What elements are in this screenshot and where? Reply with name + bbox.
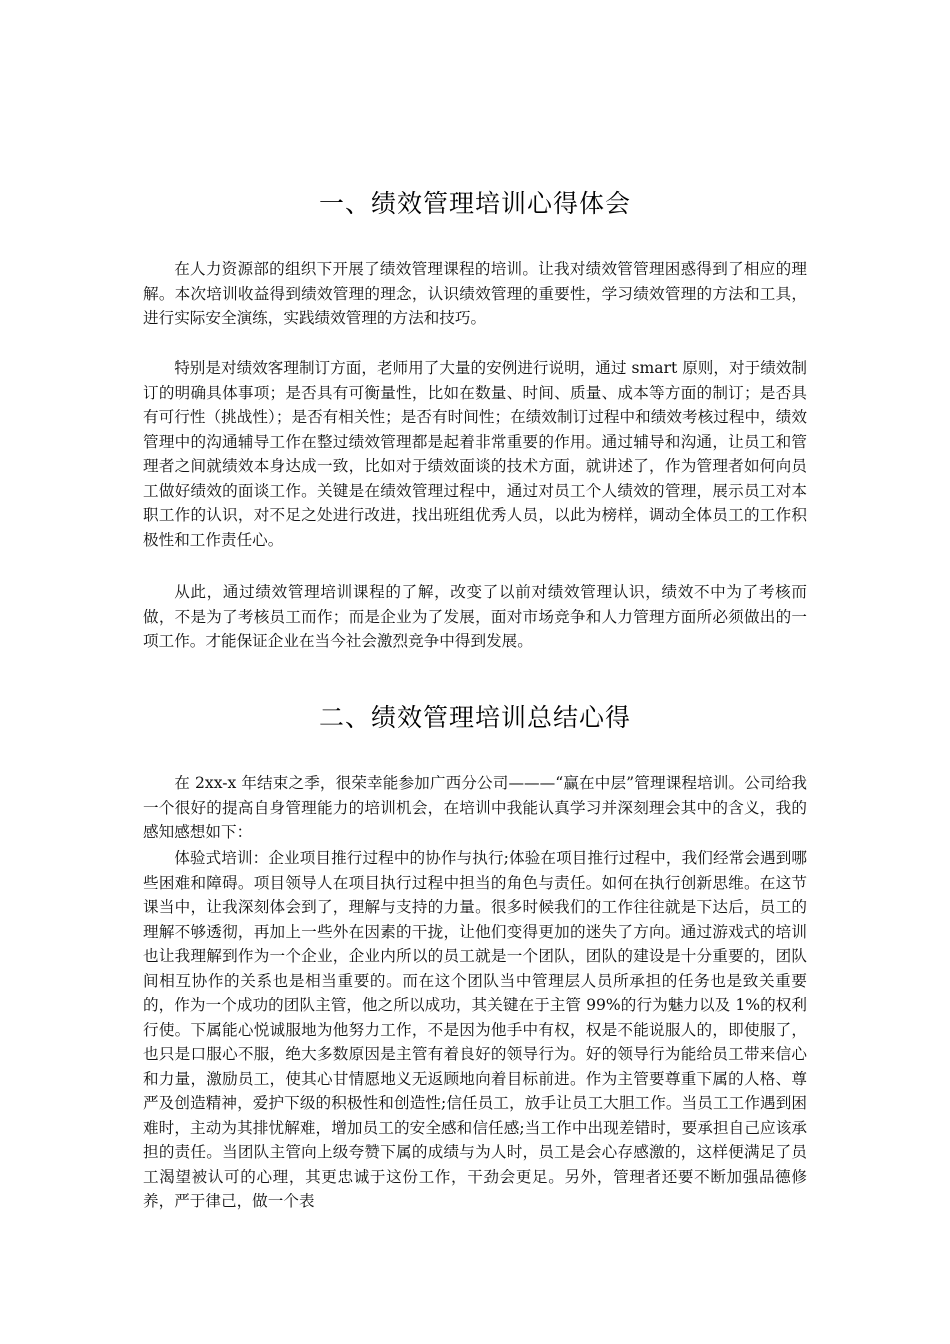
- section-2-paragraph: 体验式培训：企业项目推行过程中的协作与执行;体验在项目推行过程中，我们经常会遇到哪些困难和障碍。项目领导人在项目执行过程中担当的角色与责任。如何在执行创新思维。在这节课当中，让我深刻体会到了，理解与支持的力量。很多时候我们的工作往往就是下达后，员工的理解不够透彻，再加上一些外在因素的干拢，让他们变得更加的迷失了方向。通过游戏式的培训也让我理解到作为一个企业，企业内所以的员工就是一个团队，团队的建设是十分重要的，团队间相互协作的关系也是相当重要的。而在这个团队当中管理层人员所承担的任务也是致关重要的，作为一个成功的团队主管，他之所以成功，其关键在于主管 99%的行为魅力以及 1%的权利行使。下属能心悦诚服地为他努力工作，不是因为他手中有权，权是不能说服人的，即使服了，也只是口服心不服，绝大多数原因是主管有着良好的领导行为。好的领导行为能给员工带来信心和力量，激励员工，使其心甘情愿地义无返顾地向着目标前进。作为主管要尊重下属的人格、尊严及创造精神，爱护下级的积极性和创造性;信任员工，放手让员工大胆工作。当员工工作遇到困难时，主动为其排忧解难，增加员工的安全感和信任感;当工作中出现差错时，要承担自己应该承担的责任。当团队主管向上级夸赞下属的成绩与为人时，员工是会心存感激的，这样便满足了员工渴望被认可的心理，其更忠诚于这份工作，干劲会更足。另外，管理者还要不断加强品德修养，严于律己，做一个表: [143, 849, 807, 1210]
- section-1-paragraph: 特别是对绩效客理制订方面，老师用了大量的安例进行说明，通过 smart 原则，对于绩效制订的明确具体事项；是否具有可衡量性，比如在数量、时间、质量、成本等方面的制订；是否具有可行性（挑战性）；是否有相关性；是否有时间性；在绩效制订过程中和绩效考核过程中，绩效管理中的沟通辅导工作在整过绩效管理都是起着非常重要的作用。通过辅导和沟通，让员工和管理者之间就绩效本身达成一致，比如对于绩效面谈的技术方面，就讲述了，作为管理者如何向员工做好绩效的面谈工作。关键是在绩效管理过程中，通过对员工个人绩效的管理，展示员工对本职工作的认识，对不足之处进行改进，找出班组优秀人员，以此为榜样，调动全体员工的工作积极性和工作责任心。: [143, 359, 807, 549]
- document-page: [143, 0, 807, 1344]
- section-2-title: 二、绩效管理培训总结心得: [318, 703, 631, 732]
- section-2-paragraph: 在 2xx-x 年结束之季，很荣幸能参加广西分公司———“赢在中层”管理课程培训。公司给我一个很好的提高自身管理能力的培训机会，在培训中我能认真学习并深刻理会其中的含义，我的感知感想如下：: [143, 774, 807, 841]
- section-1-paragraph: 从此，通过绩效管理培训课程的了解，改变了以前对绩效管理认识，绩效不中为了考核而做，不是为了考核员工而作；而是企业为了发展，面对市场竞争和人力管理方面所必须做出的一项工作。才能保证企业在当今社会激烈竞争中得到发展。: [143, 583, 807, 650]
- section-1-paragraph: 在人力资源部的组织下开展了绩效管理课程的培训。让我对绩效管管理困惑得到了相应的理解。本次培训收益得到绩效管理的理念，认识绩效管理的重要性，学习绩效管理的方法和工具，进行实际安全演练，实践绩效管理的方法和技巧。: [143, 260, 807, 327]
- section-1-title: 一、绩效管理培训心得体会: [318, 189, 631, 218]
